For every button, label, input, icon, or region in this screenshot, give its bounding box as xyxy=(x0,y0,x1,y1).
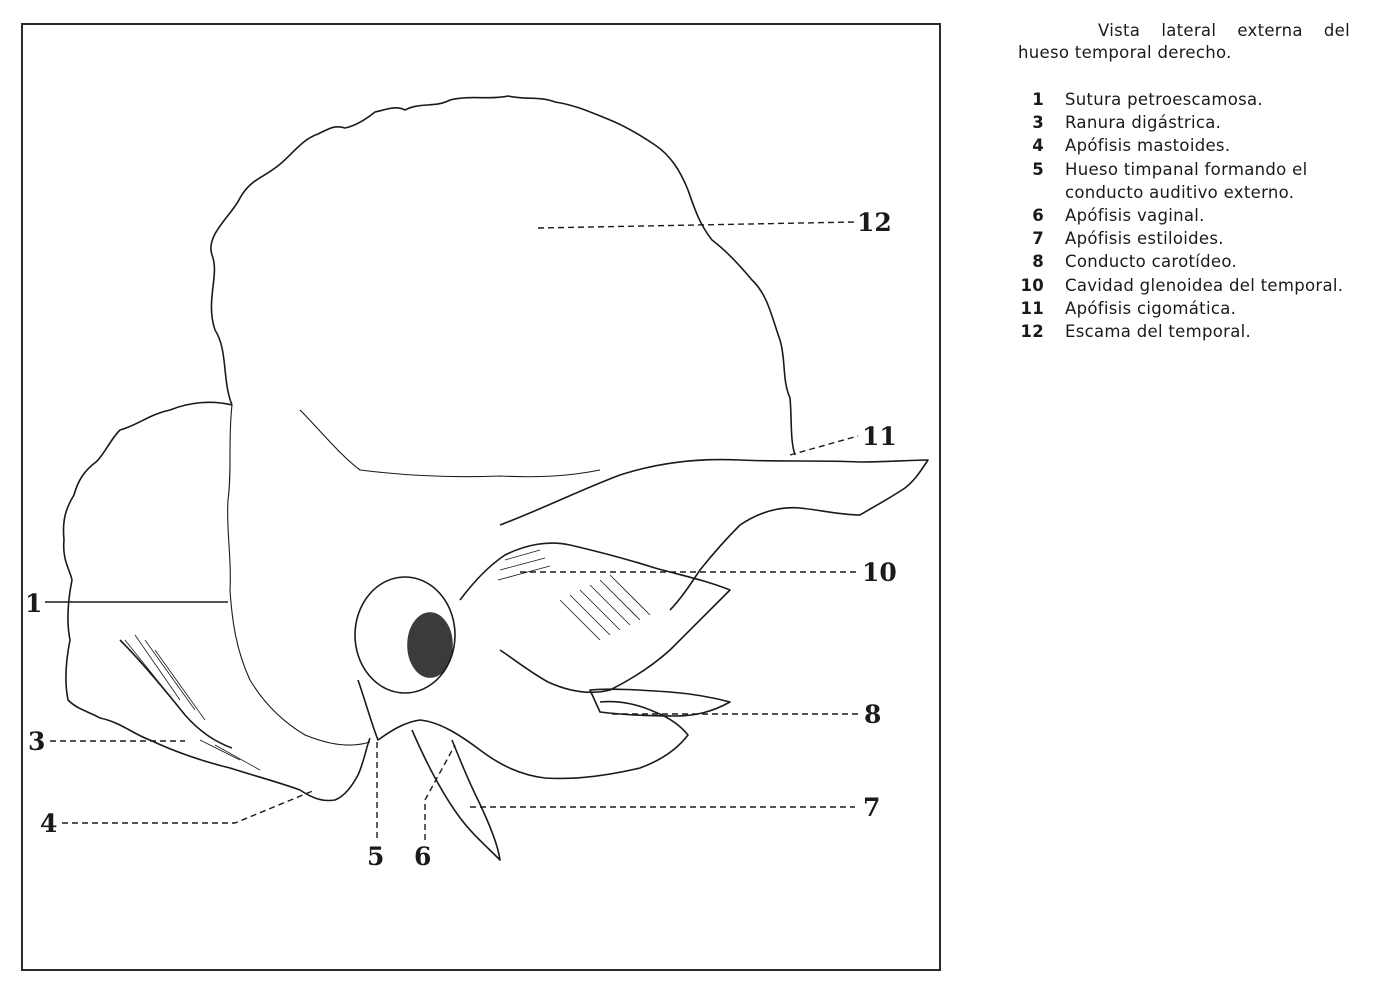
legend-item xyxy=(1018,297,1350,320)
legend-item xyxy=(1018,227,1350,250)
squama-inner-border xyxy=(228,405,370,745)
label-7: 7 xyxy=(863,793,881,822)
legend-text: Sutura petroescamosa. xyxy=(1065,90,1263,109)
label-10: 10 xyxy=(862,558,897,587)
legend-text: Apófisis mastoides. xyxy=(1065,136,1231,156)
styloid-process-outline xyxy=(412,730,500,860)
legend-text: Conducto carotídeo. xyxy=(1065,252,1238,272)
legend-text: Apófisis estiloides. xyxy=(1065,229,1224,249)
label-3: 3 xyxy=(28,727,46,756)
carotid-process-outline xyxy=(590,689,730,716)
caption-line-1: Vista lateral externa del xyxy=(1098,21,1350,40)
leader-11 xyxy=(790,436,858,455)
legend-number: 3 xyxy=(1032,113,1044,133)
legend-text: Escama del temporal. xyxy=(1065,322,1252,342)
legend-number: 10 xyxy=(1020,275,1044,295)
legend-item xyxy=(1018,88,1350,111)
legend-number: 7 xyxy=(1032,229,1044,249)
legend-item xyxy=(1018,134,1350,157)
label-12: 12 xyxy=(857,208,892,237)
figure-caption xyxy=(1018,20,1350,64)
mastoid-hatching xyxy=(125,635,260,770)
glenoid-hatching xyxy=(498,550,650,640)
legend-text: Apófisis cigomática. xyxy=(1065,298,1237,318)
label-1: 1 xyxy=(25,589,43,618)
label-8: 8 xyxy=(864,700,882,729)
label-4: 4 xyxy=(40,809,58,838)
legend-text: Cavidad glenoidea del temporal. xyxy=(1065,275,1344,295)
legend-item xyxy=(1018,158,1350,204)
label-6: 6 xyxy=(414,842,432,871)
squama-lower-border xyxy=(300,410,600,477)
squama-outline xyxy=(211,96,795,455)
legend-item xyxy=(1018,204,1350,227)
legend-number: 5 xyxy=(1032,159,1044,179)
tympanic-plate-outline xyxy=(358,680,688,778)
label-5: 5 xyxy=(367,842,385,871)
legend-item xyxy=(1018,111,1350,134)
glenoid-region-outline xyxy=(460,543,730,692)
legend-number: 6 xyxy=(1032,206,1044,226)
legend-number: 8 xyxy=(1032,252,1044,272)
legend-item xyxy=(1018,274,1350,297)
label-11: 11 xyxy=(862,422,897,451)
leader-4 xyxy=(62,790,315,823)
legend-text: Apófisis vaginal. xyxy=(1065,206,1205,226)
zygomatic-process-outline xyxy=(500,460,928,610)
leader-12 xyxy=(538,222,855,228)
legend-item xyxy=(1018,250,1350,273)
acoustic-meatus-inner xyxy=(408,613,452,677)
legend-number: 12 xyxy=(1020,322,1044,342)
legend-item xyxy=(1018,320,1350,343)
legend-list xyxy=(1018,88,1350,343)
leader-6 xyxy=(425,745,455,840)
legend-text: Ranura digástrica. xyxy=(1065,113,1222,133)
legend-number: 11 xyxy=(1020,298,1044,318)
legend-number: 4 xyxy=(1032,136,1044,156)
caption-line-2: hueso temporal derecho. xyxy=(1018,43,1232,62)
legend-text: Hueso timpanal formando el conducto auditivo externo. xyxy=(1065,159,1308,202)
legend-number: 1 xyxy=(1032,90,1044,109)
